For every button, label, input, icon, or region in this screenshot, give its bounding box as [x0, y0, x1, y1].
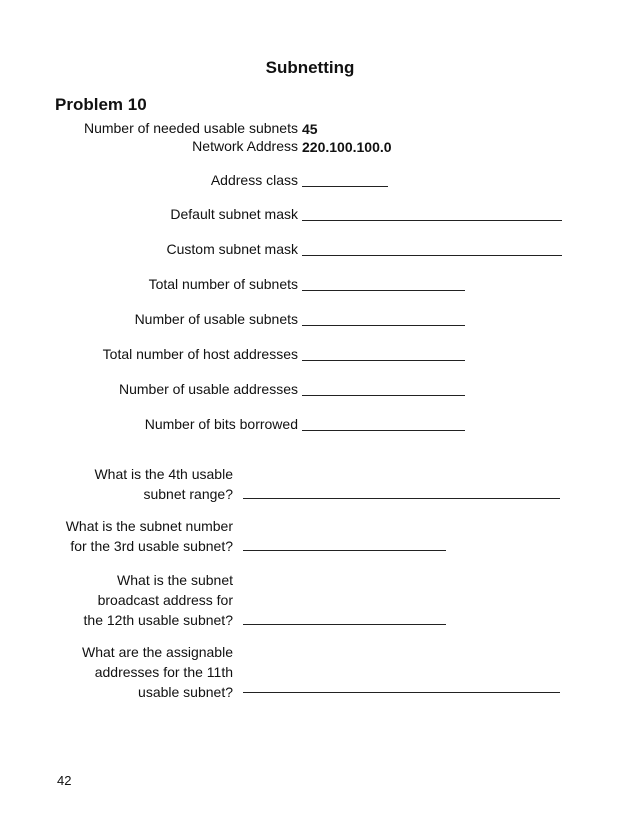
- problem-heading: Problem 10: [55, 95, 147, 114]
- answer-line-usable-subnets[interactable]: [302, 325, 465, 326]
- answer-line-default-subnet-mask[interactable]: [302, 220, 562, 221]
- answer-line-total-subnets[interactable]: [302, 290, 465, 291]
- answer-line-11th-assignable[interactable]: [243, 692, 560, 693]
- question-line: What are the assignable: [82, 644, 233, 660]
- question-line: broadcast address for: [97, 592, 233, 608]
- question-line: subnet range?: [143, 486, 233, 502]
- answer-line-bits-borrowed[interactable]: [302, 430, 465, 431]
- answer-line-address-class[interactable]: [302, 186, 388, 187]
- answer-line-12th-broadcast[interactable]: [243, 624, 446, 625]
- page-title: Subnetting: [265, 58, 355, 77]
- field-label-custom-subnet-mask: Custom subnet mask: [166, 241, 298, 257]
- question-line: What is the subnet: [117, 572, 233, 588]
- question-line: the 12th usable subnet?: [83, 612, 233, 628]
- given-label-network-address: Network Address: [192, 138, 298, 154]
- given-label-needed-subnets: Number of needed usable subnets: [83, 120, 298, 136]
- field-label-usable-addresses: Number of usable addresses: [119, 381, 298, 397]
- answer-line-4th-usable-range[interactable]: [243, 498, 560, 499]
- question-line: for the 3rd usable subnet?: [70, 538, 233, 554]
- question-line: What is the 4th usable: [94, 466, 233, 482]
- question-line: What is the subnet number: [65, 518, 233, 534]
- question-11th-assignable: [82, 642, 233, 702]
- question-12th-broadcast: [84, 570, 233, 630]
- question-4th-usable-range: [94, 464, 233, 504]
- field-label-total-host-addresses: Total number of host addresses: [102, 346, 298, 362]
- answer-line-total-host-addresses[interactable]: [302, 360, 465, 361]
- answer-line-usable-addresses[interactable]: [302, 395, 465, 396]
- field-label-total-subnets: Total number of subnets: [148, 276, 298, 292]
- field-label-usable-subnets: Number of usable subnets: [134, 311, 298, 327]
- field-label-address-class: Address class: [210, 172, 298, 188]
- answer-line-3rd-subnet-number[interactable]: [243, 550, 446, 551]
- field-label-bits-borrowed: Number of bits borrowed: [144, 416, 298, 432]
- question-line: usable subnet?: [138, 684, 233, 700]
- given-value-network-address: 220.100.100.0: [302, 139, 392, 155]
- question-line: addresses for the 11th: [94, 664, 233, 680]
- answer-line-custom-subnet-mask[interactable]: [302, 255, 562, 256]
- question-3rd-subnet-number: [66, 516, 233, 556]
- given-value-needed-subnets: 45: [302, 121, 318, 137]
- page-number: 42: [57, 773, 72, 788]
- field-label-default-subnet-mask: Default subnet mask: [170, 206, 298, 222]
